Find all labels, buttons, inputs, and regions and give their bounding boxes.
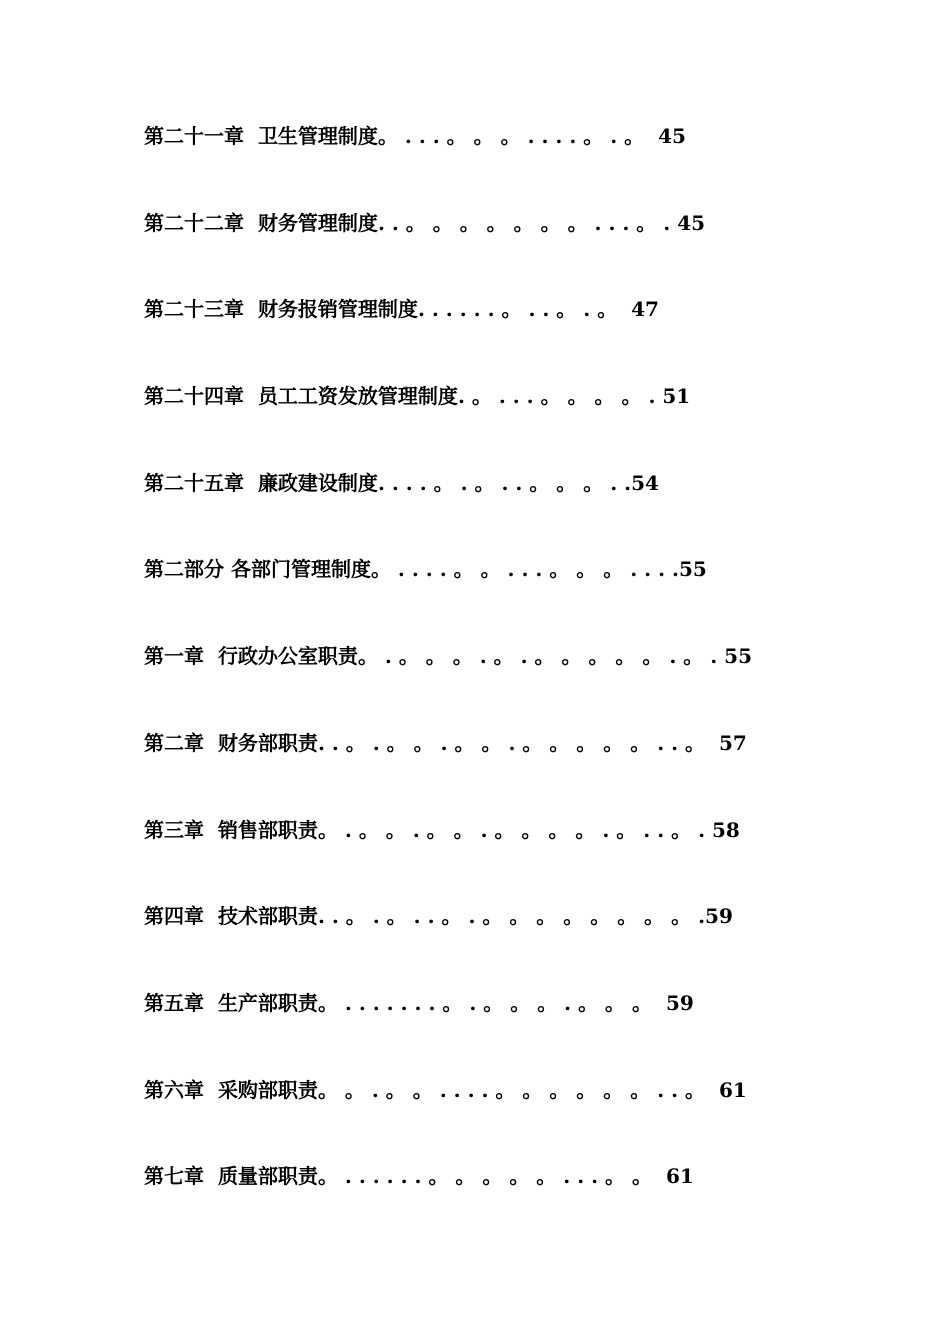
dot-leader: 。 . 。 。 。 . 。 . 。 。 。 。 。 . 。 .	[357, 644, 718, 669]
chapter-title: 财务部职责	[217, 730, 318, 755]
dot-leader: . . . . . . 。 . . 。 . 。	[417, 297, 618, 322]
dot-leader: 。 . 。 。 . 。 。 . 。 。 。 。 . 。 . . 。 .	[317, 817, 706, 842]
dot-leader: . . 。 。 。 。 。 。 。 . . . 。 .	[377, 210, 671, 235]
toc-entry[interactable]	[144, 812, 844, 899]
chapter-number: 第二部分	[144, 557, 224, 582]
chapter-number: 第二章	[144, 730, 204, 755]
toc-entry[interactable]	[144, 898, 844, 985]
chapter-title: 员工工资发放管理制度	[257, 384, 458, 409]
table-of-contents	[144, 118, 844, 1245]
chapter-number: 第五章	[144, 990, 204, 1015]
dot-leader: 。 . . . . . . 。 。 。 。 。 . . . 。 。	[317, 1164, 653, 1189]
chapter-number: 第二十一章	[144, 124, 244, 148]
dot-leader: . . 。 . 。 . . 。 . 。 。 。 。 。 。 。 。 .	[317, 904, 706, 929]
chapter-title: 财务报销管理制度	[257, 297, 418, 322]
toc-entry[interactable]	[144, 1072, 844, 1159]
toc-entry[interactable]	[144, 465, 844, 552]
chapter-title: 生产部职责	[217, 990, 318, 1015]
toc-entry[interactable]	[144, 291, 844, 378]
chapter-title: 行政办公室职责	[217, 644, 358, 669]
page-number: 55	[678, 557, 707, 582]
page-number: 45	[658, 124, 686, 148]
page-number: 51	[662, 384, 691, 409]
dot-leader: . . 。 . 。 。 . 。 。 . 。 。 。 。 。 . . 。	[317, 730, 706, 755]
chapter-number: 第四章	[144, 904, 204, 929]
chapter-title: 质量部职责	[217, 1164, 318, 1189]
chapter-number: 第二十四章	[144, 384, 244, 409]
toc-entry[interactable]	[144, 1158, 844, 1245]
chapter-number: 第二十五章	[144, 470, 244, 495]
dot-leader: 。 . . . . 。 。 . . . 。 。 。 . . . .	[370, 557, 679, 582]
chapter-title: 各部门管理制度	[230, 557, 371, 582]
page-number: 57	[718, 730, 747, 755]
toc-entry[interactable]	[144, 118, 844, 205]
chapter-title: 销售部职责	[217, 817, 318, 842]
chapter-number: 第二十二章	[144, 210, 244, 235]
chapter-title: 技术部职责	[217, 904, 318, 929]
dot-leader: . . . . 。 . 。 . . 。 。 。 . .	[377, 470, 632, 495]
dot-leader: 。 . . . 。 。 。 . . . . 。 . 。	[377, 124, 645, 148]
page-number: 54	[631, 470, 659, 495]
toc-entry[interactable]	[144, 725, 844, 812]
chapter-number: 第七章	[144, 1164, 204, 1189]
toc-entry[interactable]	[144, 638, 844, 725]
toc-entry[interactable]	[144, 985, 844, 1072]
toc-entry[interactable]	[144, 378, 844, 465]
toc-entry[interactable]	[144, 551, 844, 638]
page-number: 61	[718, 1077, 747, 1102]
page-number: 59	[705, 904, 733, 929]
chapter-title: 财务管理制度	[257, 210, 378, 235]
page-number: 59	[665, 990, 694, 1015]
page-number: 61	[665, 1164, 694, 1189]
chapter-number: 第三章	[144, 817, 204, 842]
dot-leader: 。 。 . 。 。 . . . . 。 。 。 。 。 。 . . 。	[317, 1077, 706, 1102]
toc-entry[interactable]	[144, 205, 844, 292]
chapter-number: 第一章	[144, 644, 204, 669]
dot-leader: . 。 . . . 。 。 。 。 .	[457, 384, 656, 409]
page-number: 55	[724, 644, 753, 669]
chapter-title: 卫生管理制度	[257, 124, 378, 148]
chapter-number: 第二十三章	[144, 297, 244, 322]
page-number: 47	[631, 297, 659, 322]
page-number: 58	[712, 817, 740, 842]
chapter-title: 采购部职责	[217, 1077, 318, 1102]
chapter-title: 廉政建设制度	[257, 470, 378, 495]
dot-leader: 。 . . . . . . . 。 . 。 。 。 . 。 。 。	[317, 990, 653, 1015]
page-number: 45	[677, 210, 706, 235]
chapter-number: 第六章	[144, 1077, 204, 1102]
